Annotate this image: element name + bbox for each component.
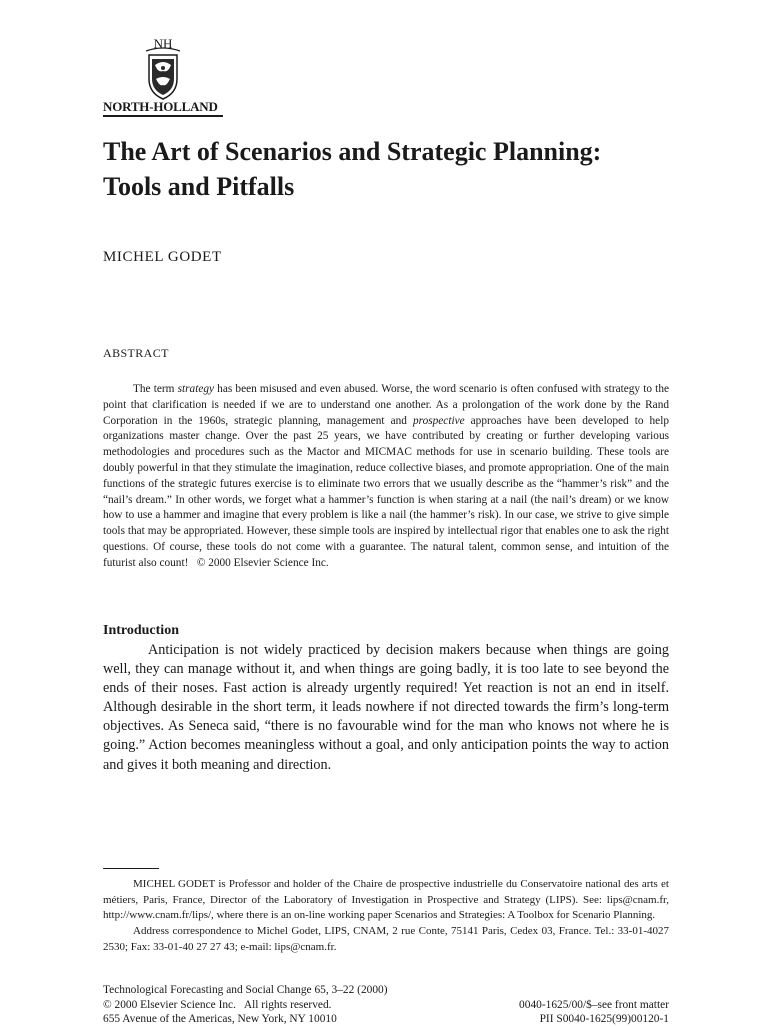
- svg-text:NH: NH: [153, 36, 173, 51]
- article-author: MICHEL GODET: [103, 249, 222, 265]
- title-line-2: Tools and Pitfalls: [103, 172, 295, 201]
- abstract-text: [103, 382, 669, 572]
- abstract-emphasis-prospective: prospective: [412, 414, 465, 427]
- correspondence-address: Address correspondence to Michel Godet, LIPS, CNAM, 2 rue Conte, 75141 Paris, Cedex 03, France. Tel.: 33-01-4027 2530; Fax: 33-01-40 27 27 43; e-mail: lips@cnam.fr.: [103, 925, 669, 953]
- journal-address: 655 Avenue of the Americas, New York, NY 10010: [103, 1013, 337, 1025]
- author-footnote: [103, 877, 669, 956]
- north-holland-emblem-icon: [138, 35, 188, 103]
- journal-rights: © 2000 Elsevier Science Inc. All rights reserved.: [103, 998, 332, 1011]
- journal-issn: 0040-1625/00/$–see front matter: [519, 998, 669, 1011]
- journal-citation: Technological Forecasting and Social Change 65, 3–22 (2000): [103, 984, 388, 996]
- introduction-heading: Introduction: [103, 623, 179, 638]
- publisher-name: NORTH-HOLLAND: [103, 99, 223, 117]
- journal-info: [103, 983, 669, 1027]
- journal-pii: PII S0040-1625(99)00120-1: [539, 1013, 669, 1025]
- title-line-1: The Art of Scenarios and Strategic Planning:: [103, 137, 602, 166]
- article-title: [103, 134, 703, 204]
- abstract-heading: ABSTRACT: [103, 346, 169, 360]
- abstract-text-end: approaches have been developed to help organizations master change. Over the past 25 years, we have contributed by creating or further developing various methodologies and procedures such as the Mactor and MICMAC methods for use in scenario building. These tools are doubly powerful in that they stimulate the imagination, reduce collective biases, and promote appropriation. One of the main functions of the strategic futures exercise is to eliminate two errors that we usually describe as the “hammer’s risk” and the “nail’s dream.” In other words, we forget what a hammer’s function is when staring at a nail (the nail’s dream) or we know how to use a hammer and imagine that every problem is like a nail (the hammer’s risk). In our case, we strive to give simple tools that may be appropriated. However, these simple tools are inspired by intellectual rigor that enables one to ask the right questions. Of course, these tools do not come with a guarantee. The natural talent, common sense, and intuition of the futurist also count!: [103, 414, 669, 569]
- abstract-text-start: The term: [133, 383, 178, 395]
- publisher-logo: [103, 35, 223, 125]
- introduction-paragraph: Anticipation is not widely practiced by decision makers because when things are going well, they can manage without it, and when things are going badly, it is too late to see beyond the ends of their noses. Fast action is already urgently required! Yet reaction is not an end in itself. Although desirable in the short term, it leads nowhere if not directed towards the firm’s long-term objectives. As Seneca said, “there is no favourable wind for the man who knows not where he is going.” Action becomes meaningless without a goal, and only anticipation points the way to action and gives it both meaning and direction.: [103, 642, 669, 773]
- footnote-divider: [103, 868, 159, 869]
- abstract-text-middle: has been misused and even abused. Worse, the word scenario is often confused with strategy to the point that clarification is needed if we are to understand one another. As a prolongation of the work done by the Rand Corporation in the 1960s, strategic planning, management and: [103, 383, 669, 427]
- abstract-emphasis-strategy: strategy: [177, 383, 215, 395]
- abstract-copyright: © 2000 Elsevier Science Inc.: [196, 556, 329, 569]
- author-bio: MICHEL GODET is Professor and holder of the Chaire de prospective industrielle du Conservatoire national des arts et métiers, Paris, France, Director of the Laboratory of Investigation in Prospective and Strategy (LIPS). See: lips@cnam.fr, http://www.cnam.fr/lips/, where there is an on-line working paper Scenarios and Strategies: A Toolbox for Scenario Planning.: [103, 878, 669, 922]
